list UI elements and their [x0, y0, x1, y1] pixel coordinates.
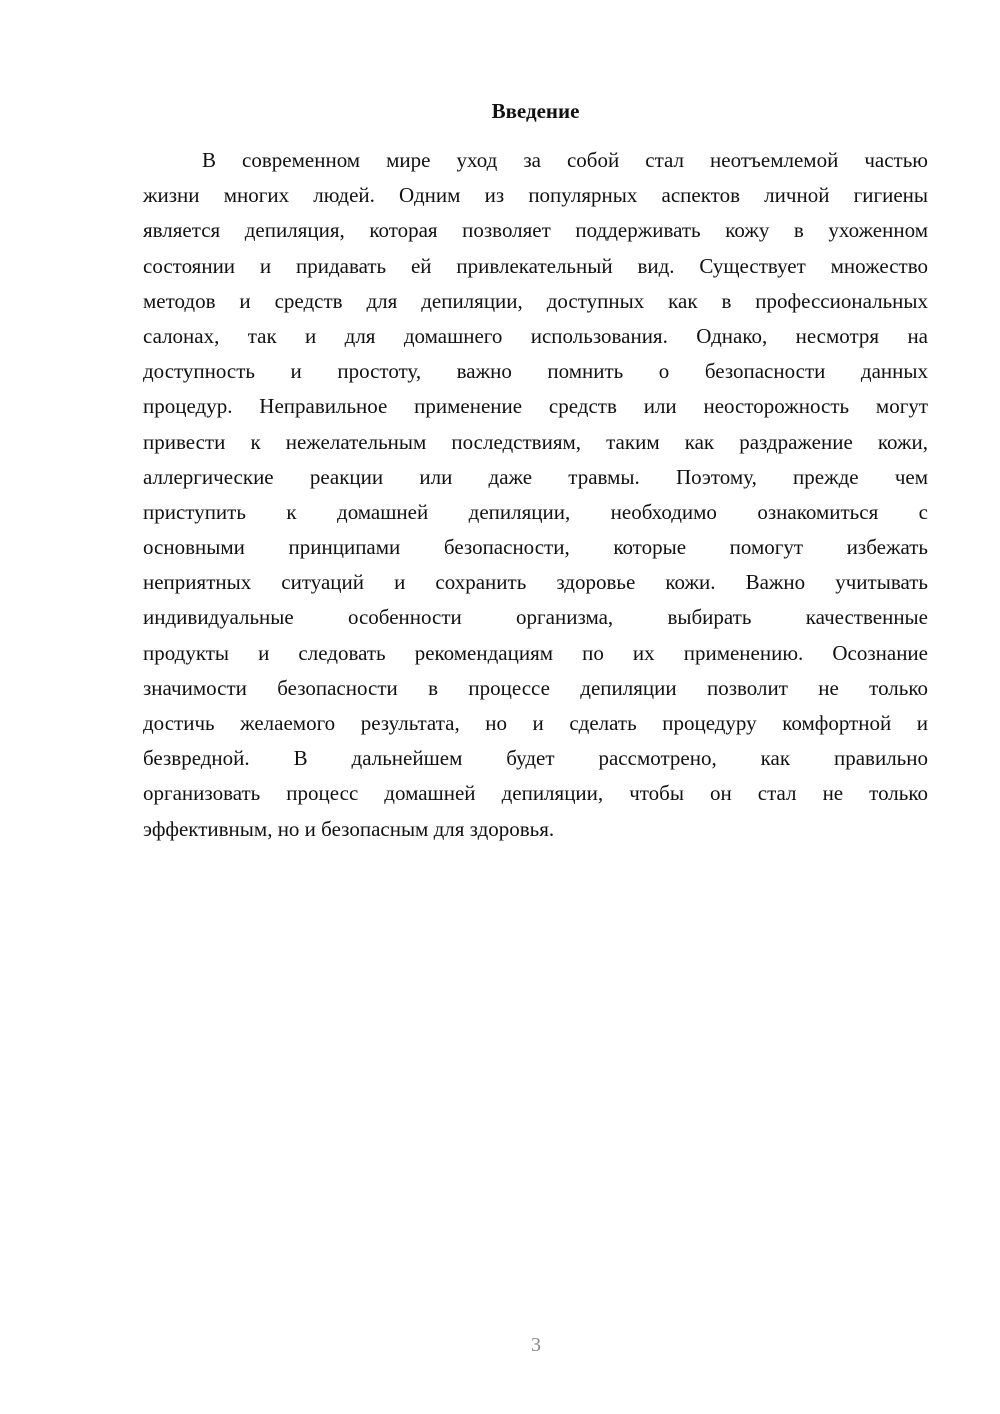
paragraph-line: продукты и следовать рекомендациям по их применению. Осознание: [143, 640, 928, 665]
paragraph-line: состоянии и придавать ей привлекательный вид. Существует множество: [143, 253, 928, 278]
section-heading: Введение: [491, 99, 580, 123]
paragraph-line: аллергические реакции или даже травмы. Поэтому, прежде чем: [143, 464, 928, 489]
paragraph-line: жизни многих людей. Одним из популярных аспектов личной гигиены: [143, 183, 928, 208]
paragraph-line: доступность и простоту, важно помнить о безопасности данных: [143, 359, 928, 384]
paragraph-line: основными принципами безопасности, которые помогут избежать: [143, 535, 928, 560]
paragraph-line: В современном мире уход за собой стал неотъемлемой частью: [202, 148, 928, 172]
paragraph-line: достичь желаемого результата, но и сделать процедуру комфортной и: [143, 711, 928, 735]
paragraph-line: салонах, так и для домашнего использования. Однако, несмотря на: [143, 323, 928, 348]
paragraph-line: является депиляция, которая позволяет поддерживать кожу в ухоженном: [143, 218, 928, 243]
paragraph-line: безвредной. В дальнейшем будет рассмотрено, как правильно: [143, 746, 928, 771]
paragraph-line: привести к нежелательным последствиям, таким как раздражение кожи,: [143, 429, 928, 454]
paragraph-line: значимости безопасности в процессе депиляции позволит не только: [143, 675, 928, 700]
paragraph-line: методов и средств для депиляции, доступных как в профессиональных: [143, 288, 928, 313]
paragraph-line: эффективным, но и безопасным для здоровья.: [143, 816, 555, 841]
paragraph-line: процедур. Неправильное применение средств или неосторожность могут: [143, 394, 928, 419]
body-paragraph: [143, 143, 928, 847]
page-number: 3: [531, 1334, 541, 1356]
paragraph-line: неприятных ситуаций и сохранить здоровье кожи. Важно учитывать: [143, 570, 928, 595]
paragraph-line: приступить к домашней депиляции, необходимо ознакомиться с: [143, 499, 928, 524]
paragraph-line: индивидуальные особенности организма, выбирать качественные: [143, 605, 928, 630]
paragraph-line: организовать процесс домашней депиляции, чтобы он стал не только: [143, 781, 928, 806]
